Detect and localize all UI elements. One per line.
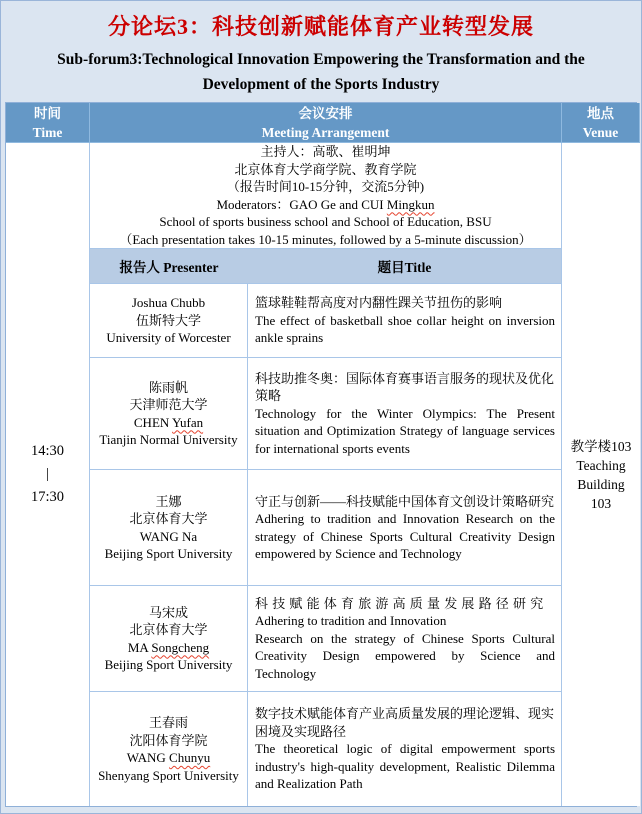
subheader-row xyxy=(90,249,562,284)
moderator-block xyxy=(90,143,562,249)
venue-line-en1: Teaching xyxy=(576,457,626,473)
presenter-5-line3: WANG xyxy=(126,750,170,765)
column-header-time xyxy=(6,103,90,143)
presenter-cell-1 xyxy=(90,284,248,358)
presenter-3-name-en xyxy=(140,528,197,546)
title-block xyxy=(5,5,637,102)
time-range-separator: | xyxy=(45,466,49,482)
presenter-2-spellcheck: Yufan xyxy=(172,414,204,430)
column-header-meeting-zh: 会议安排 xyxy=(298,105,353,121)
moderator-timing-zh: （报告时间10-15分钟，交流5分钟) xyxy=(226,179,425,194)
talk-3-title-zh: 守正与创新——科技赋能中国体育文创设计策略研究 xyxy=(255,493,555,509)
talk-5-title-en: The theoretical logic of digital empowerment sports industry's high-quality development, Realistic Dilemma and Realization Path xyxy=(255,741,555,792)
presenter-cell-5 xyxy=(90,692,248,806)
title-cell-3 xyxy=(248,470,562,586)
talk-2-title-en: Technology for the Winter Olympics: The Present situation and Optimization Strategy of language services for international sports events xyxy=(255,405,555,456)
subheader-title: 题目Title xyxy=(377,260,432,275)
column-header-meeting-en: Meeting Arrangement xyxy=(261,124,390,140)
presenter-2-affiliation-zh: 天津师范大学 xyxy=(129,397,208,412)
presenter-1-affiliation-zh: 伍斯特大学 xyxy=(135,312,201,328)
column-header-time-en: Time xyxy=(32,124,63,140)
presenter-1-line3: University of Worcester xyxy=(106,330,231,346)
time-start: 14:30 xyxy=(30,443,65,459)
column-header-venue-en: Venue xyxy=(582,124,619,140)
presenter-4-line3: MA xyxy=(127,639,152,655)
venue-line-zh: 教学楼103 xyxy=(570,438,632,454)
presenter-5-name-zh: 王春雨 xyxy=(148,715,188,730)
moderator-names-en xyxy=(216,196,434,214)
time-end: 17:30 xyxy=(30,489,65,505)
column-header-time-zh: 时间 xyxy=(34,105,61,121)
talk-3-title-en: Adhering to tradition and Innovation Research on the strategy of Chinese Sports Cultural Creativity Design empowered by Science and Technology xyxy=(255,511,555,561)
presenter-5-affiliation-en: Shenyang Sport University xyxy=(98,767,239,783)
talk-2-title-zh: 科技助推冬奥：国际体育赛事语言服务的现状及优化策略 xyxy=(255,370,555,404)
presenter-2-line3: CHEN xyxy=(133,414,173,430)
presenter-4-name-en xyxy=(128,639,209,657)
presenter-4-name-zh: 马宋成 xyxy=(148,604,188,620)
talk-1-title-en: The effect of basketball shoe collar height on inversion ankle sprains xyxy=(255,312,555,346)
moderator-affiliation-zh: 北京体育大学商学院、教育学院 xyxy=(234,161,417,177)
moderator-name-spellcheck: Mingkun xyxy=(386,196,435,212)
page-title-en-line1: Sub-forum3:Technological Innovation Empowering the Transformation and the xyxy=(57,51,585,68)
presenter-cell-4 xyxy=(90,586,248,692)
presenter-3-line3: WANG Na xyxy=(139,528,198,544)
moderator-timing-en: （Each presentation takes 10-15 minutes, followed by a 5-minute discussion） xyxy=(119,231,532,247)
presenter-3-name-zh: 王娜 xyxy=(155,493,182,509)
presenter-2-name-en xyxy=(134,414,203,432)
venue-cell xyxy=(562,143,640,806)
presenter-5-spellcheck: Chunyu xyxy=(169,750,211,765)
presenter-3-affiliation-zh: 北京体育大学 xyxy=(129,511,208,526)
moderator-names-en-text: Moderators：GAO Ge and CUI xyxy=(216,196,387,212)
presenter-2-name-zh: 陈雨帆 xyxy=(148,379,188,395)
title-cell-5 xyxy=(248,692,562,806)
time-range-cell xyxy=(6,143,90,806)
title-cell-2 xyxy=(248,358,562,470)
column-header-meeting xyxy=(90,103,562,143)
moderator-affiliation-en: School of sports business school and School of Education, BSU xyxy=(159,214,492,229)
venue-line-en3: 103 xyxy=(590,495,612,511)
presenter-3-affiliation-en: Beijing Sport University xyxy=(104,546,233,561)
talk-4-title-en2: Research on the strategy of Chinese Sports Cultural Creativity Design empowered by Science and Technology xyxy=(255,630,555,681)
title-cell-4 xyxy=(248,586,562,692)
title-cell-1 xyxy=(248,284,562,358)
presenter-cell-3 xyxy=(90,470,248,586)
presenter-cell-2 xyxy=(90,358,248,470)
talk-4-title-en: Adhering to tradition and Innovation xyxy=(255,613,447,629)
talk-5-title-zh: 数字技术赋能体育产业高质量发展的理论逻辑、现实困境及实现路径 xyxy=(255,706,555,739)
page-title-en-line2: Development of the Sports Industry xyxy=(202,76,440,93)
presenter-4-affiliation-zh: 北京体育大学 xyxy=(129,622,208,637)
schedule-table xyxy=(5,102,637,807)
presenter-4-spellcheck: Songcheng xyxy=(151,639,210,655)
page-title-zh: 分论坛3：科技创新赋能体育产业转型发展 xyxy=(107,14,534,39)
presenter-5-affiliation-zh: 沈阳体育学院 xyxy=(129,732,208,748)
talk-1-title-zh: 篮球鞋鞋帮高度对内翻性踝关节扭伤的影响 xyxy=(255,295,503,311)
column-header-venue xyxy=(562,103,640,143)
presenter-5-name-en xyxy=(127,749,210,767)
presenter-4-affiliation-en: Beijing Sport University xyxy=(104,657,233,672)
venue-line-en2: Building xyxy=(577,476,625,492)
column-header-venue-zh: 地点 xyxy=(587,105,614,121)
talk-4-title-zh: 科技赋能体育旅游高质量发展路径研究 xyxy=(255,595,548,611)
moderator-names-zh: 主持人：高歌、崔明坤 xyxy=(260,144,391,159)
presenter-1-affiliation-en xyxy=(106,329,230,347)
presenter-1-name: Joshua Chubb xyxy=(131,295,206,311)
presenter-2-affiliation-en: Tianjin Normal University xyxy=(99,432,238,447)
subheader-presenter: 报告人 Presenter xyxy=(119,260,219,275)
